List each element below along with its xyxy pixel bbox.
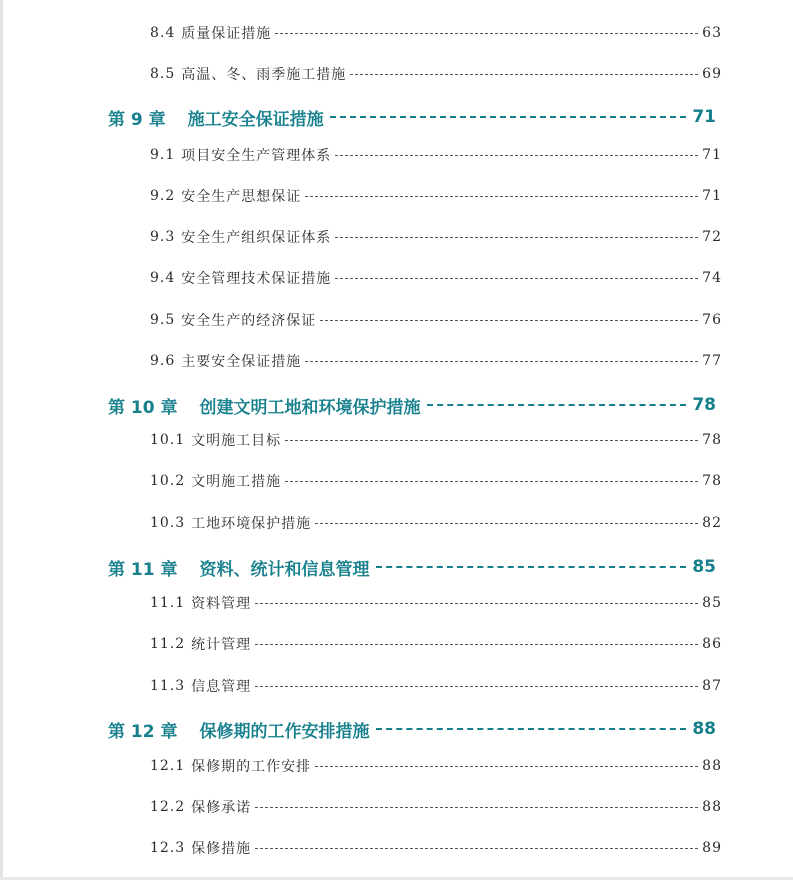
- toc-entry-title: 文明施工措施: [191, 474, 282, 490]
- toc-entry-page: 78: [702, 473, 722, 489]
- toc-leader-line: [350, 74, 698, 75]
- toc-entry-page: 82: [702, 515, 722, 531]
- toc-entry-page: 86: [702, 636, 722, 652]
- toc-entry-number: 9.3: [150, 229, 176, 245]
- toc-entry-10-3[interactable]: [150, 511, 722, 535]
- toc-entry-number: 11.1: [150, 595, 186, 611]
- toc-entry-page: 87: [702, 678, 722, 694]
- toc-entry-number: 10.2: [150, 473, 186, 489]
- toc-entry-number: 9.1: [150, 147, 176, 163]
- toc-entry-number: 10.1: [150, 432, 186, 448]
- toc-entry-page: 78: [702, 432, 722, 448]
- toc-entry-title: 工地环境保护措施: [191, 516, 312, 532]
- toc-entry-11-3[interactable]: [150, 674, 722, 698]
- toc-chapter-title: 创建文明工地和环境保护措施: [199, 397, 421, 418]
- toc-entry-page: 89: [702, 840, 722, 856]
- toc-entry-page: 88: [702, 799, 722, 815]
- toc-entry-number: 8.4: [150, 25, 176, 41]
- toc-entry-page: 76: [702, 312, 722, 328]
- toc-chapter-title: 资料、统计和信息管理: [199, 559, 370, 580]
- toc-entry-title: 安全生产组织保证体系: [181, 230, 332, 246]
- toc-chapter-page: 85: [692, 557, 716, 577]
- toc-entry-title: 保修措施: [191, 841, 252, 857]
- toc-entry-title: 信息管理: [191, 679, 252, 695]
- toc-leader-line: [255, 603, 698, 604]
- toc-entry-12-3[interactable]: [150, 836, 722, 860]
- toc-chapter-9[interactable]: [108, 103, 716, 131]
- toc-entry-10-2[interactable]: [150, 469, 722, 493]
- toc-entry-number: 9.2: [150, 188, 176, 204]
- toc-chapter-10[interactable]: [108, 391, 716, 419]
- toc-entry-page: 69: [702, 66, 722, 82]
- toc-leader-line: [285, 481, 698, 482]
- toc-entry-number: 9.4: [150, 270, 176, 286]
- toc-entry-number: 9.6: [150, 353, 176, 369]
- toc-entry-9-1[interactable]: [150, 143, 722, 167]
- toc-leader-line: [427, 404, 687, 406]
- toc-entry-9-6[interactable]: [150, 349, 722, 373]
- toc-chapter-page: 71: [692, 107, 716, 127]
- toc-entry-title: 资料管理: [191, 596, 252, 612]
- toc-leader-line: [315, 766, 698, 767]
- toc-entry-9-2[interactable]: [150, 184, 722, 208]
- toc-entry-number: 12.3: [150, 840, 186, 856]
- toc-entry-11-2[interactable]: [150, 632, 722, 656]
- toc-entry-10-1[interactable]: [150, 428, 722, 452]
- toc-entry-number: 11.2: [150, 636, 186, 652]
- toc-entry-title: 统计管理: [191, 637, 252, 653]
- toc-chapter-title: 施工安全保证措施: [187, 109, 324, 130]
- toc-entry-12-2[interactable]: [150, 795, 722, 819]
- toc-chapter-number: 第 10 章: [108, 397, 178, 418]
- toc-chapter-number: 第 12 章: [108, 721, 178, 742]
- toc-leader-line: [320, 320, 698, 321]
- toc-leader-line: [376, 728, 687, 730]
- toc-entry-title: 保修期的工作安排: [191, 759, 312, 775]
- toc-entry-title: 文明施工目标: [191, 433, 282, 449]
- toc-entry-page: 77: [702, 353, 722, 369]
- toc-chapter-title: 保修期的工作安排措施: [199, 721, 370, 742]
- page-edge-left: [0, 0, 3, 880]
- toc-entry-page: 85: [702, 595, 722, 611]
- toc-entry-9-5[interactable]: [150, 308, 722, 332]
- toc-entry-title: 保修承诺: [191, 800, 252, 816]
- toc-entry-page: 74: [702, 270, 722, 286]
- toc-chapter-number: 第 11 章: [108, 559, 178, 580]
- toc-entry-number: 9.5: [150, 312, 176, 328]
- toc-entry-number: 8.5: [150, 66, 176, 82]
- toc-leader-line: [305, 361, 698, 362]
- toc-entry-title: 安全管理技术保证措施: [181, 271, 332, 287]
- toc-leader-line: [255, 644, 698, 645]
- toc-chapter-11[interactable]: [108, 553, 716, 581]
- toc-entry-8-4[interactable]: [150, 21, 722, 45]
- toc-entry-9-3[interactable]: [150, 225, 722, 249]
- toc-leader-line: [275, 33, 698, 34]
- toc-entry-12-1[interactable]: [150, 754, 722, 778]
- toc-chapter-page: 78: [692, 395, 716, 415]
- toc-entry-title: 质量保证措施: [181, 26, 272, 42]
- toc-entry-title: 高温、冬、雨季施工措施: [181, 67, 347, 83]
- toc-entry-number: 12.1: [150, 758, 186, 774]
- toc-entry-number: 10.3: [150, 515, 186, 531]
- toc-entry-page: 72: [702, 229, 722, 245]
- toc-chapter-12[interactable]: [108, 715, 716, 743]
- toc-entry-page: 71: [702, 188, 722, 204]
- toc-entry-11-1[interactable]: [150, 591, 722, 615]
- toc-entry-title: 安全生产思想保证: [181, 189, 302, 205]
- toc-leader-line: [255, 848, 698, 849]
- toc-leader-line: [335, 278, 698, 279]
- toc-chapter-number: 第 9 章: [108, 109, 166, 130]
- toc-leader-line: [330, 116, 687, 118]
- toc-entry-title: 主要安全保证措施: [181, 354, 302, 370]
- toc-entry-page: 88: [702, 758, 722, 774]
- toc-entry-page: 63: [702, 25, 722, 41]
- toc-leader-line: [335, 237, 698, 238]
- toc-leader-line: [315, 523, 698, 524]
- toc-entry-9-4[interactable]: [150, 266, 722, 290]
- toc-leader-line: [255, 686, 698, 687]
- toc-leader-line: [255, 807, 698, 808]
- toc-entry-8-5[interactable]: [150, 62, 722, 86]
- toc-entry-title: 安全生产的经济保证: [181, 313, 317, 329]
- toc-entry-page: 71: [702, 147, 722, 163]
- toc-leader-line: [376, 566, 687, 568]
- toc-entry-number: 11.3: [150, 678, 186, 694]
- toc-leader-line: [285, 440, 698, 441]
- toc-entry-title: 项目安全生产管理体系: [181, 148, 332, 164]
- toc-leader-line: [305, 196, 698, 197]
- toc-chapter-page: 88: [692, 719, 716, 739]
- toc-leader-line: [335, 155, 698, 156]
- toc-entry-number: 12.2: [150, 799, 186, 815]
